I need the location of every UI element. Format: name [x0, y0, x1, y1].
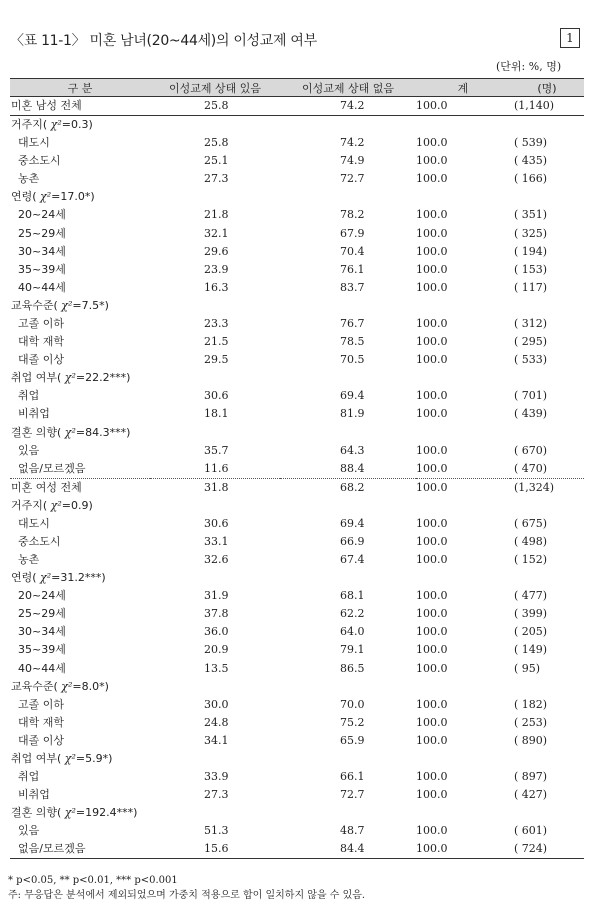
- count-value: ( 670): [514, 443, 548, 457]
- total-value: 100.0: [416, 407, 448, 421]
- chi-square-symbol: χ²: [50, 118, 62, 131]
- data-table: [10, 78, 584, 859]
- row-label: 대학 재학: [18, 335, 65, 349]
- row-label: 취업: [18, 389, 40, 403]
- group-name: 연령(: [11, 571, 37, 585]
- dating-yes-value: 27.3: [204, 172, 229, 186]
- count-value: ( 675): [514, 516, 548, 530]
- header-dating-no: 이성교제 상태 없음: [280, 79, 416, 97]
- total-value: 100.0: [416, 244, 448, 258]
- total-value: 100.0: [416, 715, 448, 729]
- dating-yes-value: 25.8: [204, 136, 229, 150]
- table-row: [10, 170, 584, 188]
- dating-yes-value: 32.1: [204, 226, 229, 240]
- count-value: ( 253): [514, 715, 548, 729]
- dating-no-value: 74.2: [280, 97, 416, 116]
- dating-no-value: 72.7: [340, 788, 365, 802]
- total-value: 100.0: [416, 136, 448, 150]
- row-label: 중소도시: [18, 154, 61, 168]
- group-name: 결혼 의향(: [11, 425, 62, 439]
- row-label: 미혼 남성 전체: [10, 97, 150, 116]
- dating-no-value: 66.1: [340, 770, 365, 784]
- row-label: 대도시: [18, 136, 50, 150]
- table-row: [10, 714, 584, 732]
- table-row: [10, 442, 584, 460]
- row-label: 대졸 이상: [18, 353, 65, 367]
- nonresponse-note: 주: 무응답은 분석에서 제외되었으며 가중치 적용으로 합이 일치하지 않을 수 있음.: [8, 890, 366, 901]
- dating-yes-value: 35.7: [204, 443, 229, 457]
- total-value: 100.0: [416, 335, 448, 349]
- table-row: [10, 405, 584, 423]
- dating-no-value: 64.0: [340, 625, 365, 639]
- dating-no-value: 67.9: [340, 226, 365, 240]
- total-value: 100.0: [416, 840, 510, 859]
- row-label: 30~34세: [18, 625, 66, 639]
- dating-yes-value: 31.8: [150, 478, 280, 497]
- header-row: [10, 79, 584, 97]
- header-category: 구 분: [10, 79, 150, 97]
- group-name: 거주지(: [11, 498, 48, 512]
- dating-no-value: 84.4: [280, 840, 416, 859]
- row-label: 비취업: [18, 788, 50, 802]
- count-value: ( 117): [514, 280, 548, 294]
- dating-yes-value: 25.1: [204, 154, 229, 168]
- group-label: [10, 188, 584, 206]
- group-label: [10, 369, 584, 387]
- chi-square-value: =22.2***): [75, 371, 131, 385]
- row-label: 40~44세: [18, 661, 66, 675]
- page-number: 1: [560, 28, 580, 48]
- dating-no-value: 62.2: [340, 607, 365, 621]
- total-value: 100.0: [416, 643, 448, 657]
- group-header-row: [10, 188, 584, 206]
- total-value: 100.0: [416, 516, 448, 530]
- row-label: 있음: [18, 443, 40, 457]
- chi-square-symbol: χ²: [40, 571, 52, 585]
- count-value: ( 152): [514, 553, 548, 567]
- count-value: ( 470): [514, 461, 548, 475]
- count-value: ( 427): [514, 788, 548, 802]
- count-value: ( 194): [514, 244, 548, 258]
- dating-yes-value: 30.6: [204, 389, 229, 403]
- count-value: ( 95): [514, 661, 541, 675]
- total-value: 100.0: [416, 461, 448, 475]
- dating-no-value: 76.1: [340, 262, 365, 276]
- table-row: [10, 515, 584, 533]
- total-value: 100.0: [416, 172, 448, 186]
- total-value: 100.0: [416, 389, 448, 403]
- group-name: 결혼 의향(: [11, 806, 62, 820]
- total-value: 100.0: [416, 97, 510, 116]
- chi-square-value: =8.0*): [72, 679, 109, 693]
- group-name: 취업 여부(: [11, 371, 62, 385]
- row-label: 비취업: [18, 407, 50, 421]
- table-row: [10, 551, 584, 569]
- group-header-row: [10, 297, 584, 315]
- dating-no-value: 78.5: [340, 335, 365, 349]
- table-row: [10, 333, 584, 351]
- chi-square-value: =7.5*): [72, 298, 109, 312]
- row-label: 중소도시: [18, 534, 61, 548]
- chi-square-symbol: χ²: [64, 425, 76, 439]
- dating-no-value: 76.7: [340, 316, 365, 330]
- dating-no-value: 83.7: [340, 280, 365, 294]
- group-name: 연령(: [11, 190, 37, 204]
- unit-label: (단위: %, 명): [496, 60, 562, 73]
- table-row: [10, 822, 584, 840]
- dating-yes-value: 15.6: [150, 840, 280, 859]
- count-value: ( 295): [514, 335, 548, 349]
- dating-no-value: 68.1: [340, 589, 365, 603]
- count-value: ( 890): [514, 733, 548, 747]
- chi-square-value: =5.9*): [75, 752, 113, 766]
- group-header-row: [10, 424, 584, 442]
- total-value: 100.0: [416, 661, 448, 675]
- total-value: 100.0: [416, 697, 448, 711]
- total-value: 100.0: [416, 353, 448, 367]
- total-value: 100.0: [416, 226, 448, 240]
- total-row: [10, 97, 584, 116]
- dating-yes-value: 21.5: [204, 335, 229, 349]
- dating-no-value: 75.2: [340, 715, 365, 729]
- dating-yes-value: 30.0: [204, 697, 229, 711]
- dating-yes-value: 32.6: [204, 553, 229, 567]
- group-label: [10, 804, 584, 822]
- total-value: 100.0: [416, 625, 448, 639]
- count-value: ( 182): [514, 697, 548, 711]
- table-row: [10, 533, 584, 551]
- group-header-row: [10, 804, 584, 822]
- dating-yes-value: 37.8: [204, 607, 229, 621]
- dating-no-value: 70.4: [340, 244, 365, 258]
- group-label: [10, 297, 584, 315]
- total-value: 100.0: [416, 824, 448, 838]
- total-value: 100.0: [416, 733, 448, 747]
- total-value: 100.0: [416, 478, 510, 497]
- count-value: ( 498): [514, 534, 548, 548]
- table-row: [10, 696, 584, 714]
- group-header-row: [10, 497, 584, 515]
- chi-square-value: =31.2***): [51, 571, 106, 585]
- group-header-row: [10, 678, 584, 696]
- total-value: 100.0: [416, 534, 448, 548]
- dating-yes-value: 20.9: [204, 643, 229, 657]
- total-value: 100.0: [416, 316, 448, 330]
- dating-yes-value: 18.1: [204, 407, 229, 421]
- row-label: 25~29세: [18, 226, 66, 240]
- chi-square-symbol: χ²: [61, 298, 73, 312]
- table-title: 〈표 11-1〉 미혼 남녀(20~44세)의 이성교제 여부: [10, 33, 317, 49]
- group-header-row: [10, 569, 584, 587]
- group-label: [10, 569, 584, 587]
- chi-square-symbol: χ²: [40, 190, 52, 204]
- dating-no-value: 72.7: [340, 172, 365, 186]
- row-label: 있음: [18, 824, 40, 838]
- dating-no-value: 64.3: [340, 443, 365, 457]
- dating-yes-value: 33.9: [204, 770, 229, 784]
- row-label: 20~24세: [18, 589, 66, 603]
- row-label: 20~24세: [18, 208, 66, 222]
- dating-yes-value: 51.3: [204, 824, 229, 838]
- dating-yes-value: 23.3: [204, 316, 229, 330]
- count-value: (1,140): [510, 97, 584, 116]
- count-value: ( 325): [514, 226, 548, 240]
- count-value: (1,324): [510, 478, 584, 497]
- row-label: 30~34세: [18, 244, 66, 258]
- chi-square-symbol: χ²: [64, 752, 76, 766]
- dating-yes-value: 31.9: [204, 589, 229, 603]
- dating-yes-value: 21.8: [204, 208, 229, 222]
- dating-no-value: 48.7: [340, 824, 365, 838]
- table-row: [10, 623, 584, 641]
- header-dating-yes: 이성교제 상태 있음: [150, 79, 280, 97]
- chi-square-value: =84.3***): [75, 425, 131, 439]
- table-row: [10, 840, 584, 859]
- row-label: 고졸 이하: [18, 697, 65, 711]
- total-value: 100.0: [416, 443, 448, 457]
- table-row: [10, 351, 584, 369]
- count-value: ( 166): [514, 172, 548, 186]
- table-row: [10, 315, 584, 333]
- table-row: [10, 605, 584, 623]
- dating-yes-value: 30.6: [204, 516, 229, 530]
- count-value: ( 399): [514, 607, 548, 621]
- dating-no-value: 67.4: [340, 553, 365, 567]
- dating-no-value: 79.1: [340, 643, 365, 657]
- dating-no-value: 69.4: [340, 516, 365, 530]
- table-row: [10, 641, 584, 659]
- dating-yes-value: 25.8: [150, 97, 280, 116]
- table-body: [10, 97, 584, 859]
- count-value: ( 153): [514, 262, 548, 276]
- table-row: [10, 768, 584, 786]
- row-label: 고졸 이하: [18, 316, 65, 330]
- table-row: [10, 224, 584, 242]
- dating-yes-value: 34.1: [204, 733, 229, 747]
- count-value: ( 312): [514, 316, 548, 330]
- total-value: 100.0: [416, 154, 448, 168]
- total-value: 100.0: [416, 788, 448, 802]
- table-row: [10, 660, 584, 678]
- count-value: ( 205): [514, 625, 548, 639]
- row-label: 대졸 이상: [18, 733, 65, 747]
- row-label: 대학 재학: [18, 715, 65, 729]
- dating-no-value: 74.2: [340, 136, 365, 150]
- count-value: ( 701): [514, 389, 548, 403]
- row-label: 미혼 여성 전체: [10, 478, 150, 497]
- group-name: 거주지(: [11, 118, 48, 131]
- total-value: 100.0: [416, 262, 448, 276]
- dating-yes-value: 16.3: [204, 280, 229, 294]
- group-label: [10, 678, 584, 696]
- dating-yes-value: 36.0: [204, 625, 229, 639]
- chi-square-value: =17.0*): [51, 190, 95, 204]
- chi-square-symbol: χ²: [64, 806, 76, 820]
- header-total: 계: [416, 79, 510, 97]
- table-row: [10, 460, 584, 479]
- chi-square-symbol: χ²: [50, 498, 62, 512]
- data-table-container: [10, 78, 584, 859]
- dating-no-value: 81.9: [340, 407, 365, 421]
- table-row: [10, 786, 584, 804]
- group-name: 교육수준(: [11, 298, 58, 312]
- dating-yes-value: 33.1: [204, 534, 229, 548]
- total-row: [10, 478, 584, 497]
- count-value: ( 149): [514, 643, 548, 657]
- count-value: ( 351): [514, 208, 548, 222]
- total-value: 100.0: [416, 589, 448, 603]
- row-label: 농촌: [18, 172, 40, 186]
- table-row: [10, 279, 584, 297]
- group-header-row: [10, 750, 584, 768]
- dating-yes-value: 29.6: [204, 244, 229, 258]
- row-label: 40~44세: [18, 280, 66, 294]
- chi-square-value: =0.3): [61, 118, 93, 131]
- table-row: [10, 387, 584, 405]
- dating-no-value: 69.4: [340, 389, 365, 403]
- row-label: 대도시: [18, 516, 50, 530]
- count-value: ( 439): [514, 407, 548, 421]
- significance-note: * p<0.05, ** p<0.01, *** p<0.001: [8, 875, 178, 886]
- total-value: 100.0: [416, 280, 448, 294]
- group-header-row: [10, 116, 584, 135]
- total-value: 100.0: [416, 553, 448, 567]
- row-label: 25~29세: [18, 607, 66, 621]
- dating-yes-value: 23.9: [204, 262, 229, 276]
- count-value: ( 477): [514, 589, 548, 603]
- group-label: [10, 424, 584, 442]
- dating-no-value: 70.0: [340, 697, 365, 711]
- table-row: [10, 152, 584, 170]
- row-label: 농촌: [18, 553, 40, 567]
- dating-no-value: 65.9: [340, 733, 365, 747]
- total-value: 100.0: [416, 208, 448, 222]
- total-value: 100.0: [416, 770, 448, 784]
- header-count: (명): [510, 79, 584, 97]
- table-row: [10, 206, 584, 224]
- count-value: ( 897): [514, 770, 548, 784]
- chi-square-value: =192.4***): [75, 806, 138, 820]
- table-row: [10, 587, 584, 605]
- row-label: 35~39세: [18, 643, 66, 657]
- count-value: ( 435): [514, 154, 548, 168]
- dating-no-value: 88.4: [340, 461, 365, 475]
- dating-yes-value: 27.3: [204, 788, 229, 802]
- count-value: ( 724): [510, 840, 584, 859]
- dating-yes-value: 29.5: [204, 353, 229, 367]
- row-label: 없음/모르겠음: [18, 461, 86, 475]
- table-row: [10, 243, 584, 261]
- dating-yes-value: 24.8: [204, 715, 229, 729]
- table-row: [10, 732, 584, 750]
- group-label: [10, 116, 584, 135]
- dating-yes-value: 11.6: [204, 461, 229, 475]
- dating-no-value: 70.5: [340, 353, 365, 367]
- row-label: 35~39세: [18, 262, 66, 276]
- dating-no-value: 86.5: [340, 661, 365, 675]
- group-label: [10, 497, 584, 515]
- dating-no-value: 66.9: [340, 534, 365, 548]
- total-value: 100.0: [416, 607, 448, 621]
- chi-square-value: =0.9): [61, 498, 93, 512]
- dating-yes-value: 13.5: [204, 661, 229, 675]
- footnotes: [8, 873, 365, 903]
- row-label: 없음/모르겠음: [10, 840, 150, 859]
- chi-square-symbol: χ²: [61, 679, 73, 693]
- group-name: 취업 여부(: [11, 752, 62, 766]
- group-header-row: [10, 369, 584, 387]
- count-value: ( 533): [514, 353, 548, 367]
- group-name: 교육수준(: [11, 679, 58, 693]
- dating-no-value: 74.9: [340, 154, 365, 168]
- chi-square-symbol: χ²: [64, 371, 76, 385]
- dating-no-value: 78.2: [340, 208, 365, 222]
- table-row: [10, 261, 584, 279]
- row-label: 취업: [18, 770, 40, 784]
- table-row: [10, 134, 584, 152]
- count-value: ( 539): [514, 136, 548, 150]
- group-label: [10, 750, 584, 768]
- count-value: ( 601): [514, 824, 548, 838]
- dating-no-value: 68.2: [280, 478, 416, 497]
